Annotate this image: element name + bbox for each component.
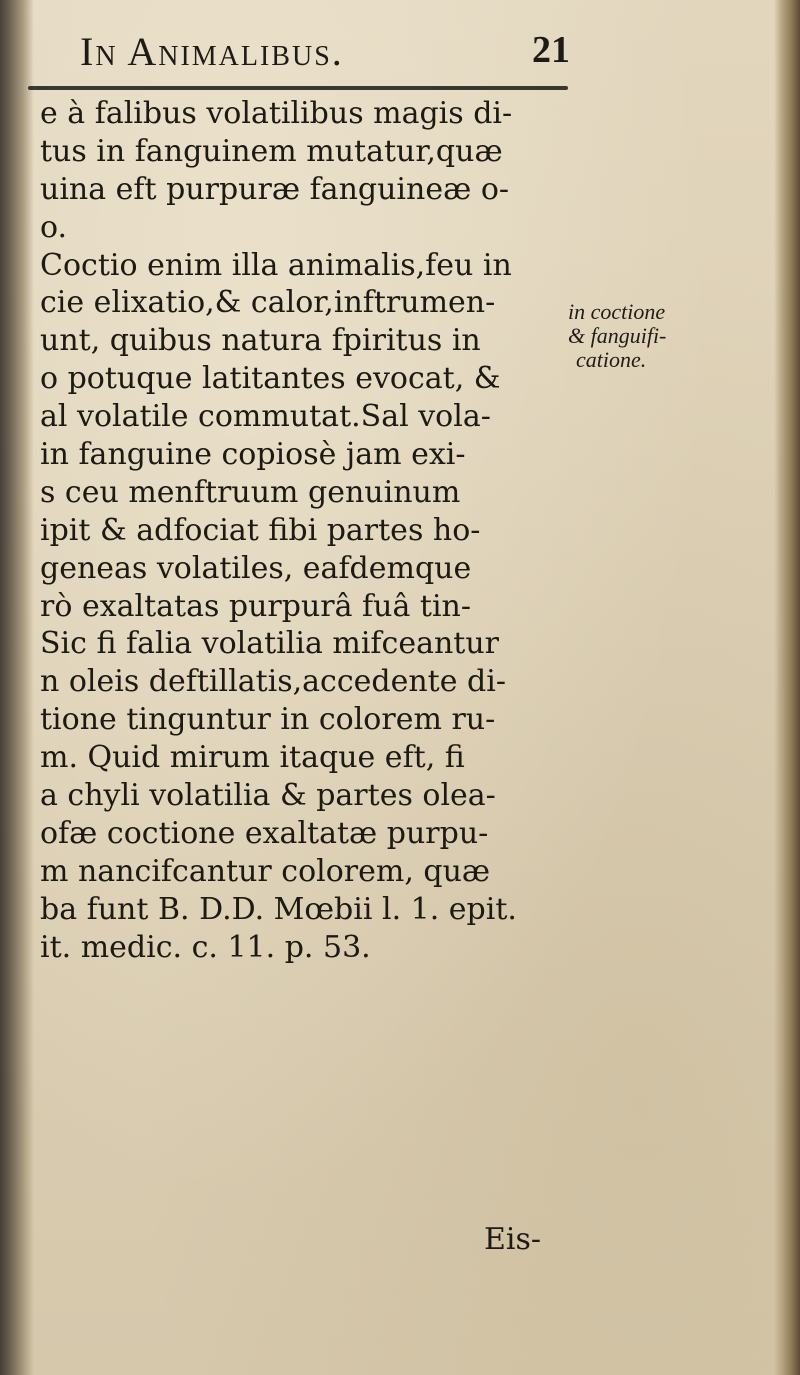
text-line: m. Quid mirum itaque eft, fi [40,740,465,776]
text-line: a chyli volatilia & partes olea- [40,778,496,814]
header-rule [28,86,568,90]
page-header [80,28,580,76]
catchword: Eis- [484,1222,542,1257]
marginal-note-line: & fanguifi- [568,323,667,348]
text-line: uina eft purpuræ fanguineæ o- [40,171,510,207]
text-line: rò exaltatas purpurâ fuâ tin- [40,588,472,624]
text-line: ipit & adfociat fibi partes ho- [40,512,481,548]
text-line: Sic fi falia volatilia mifceantur [40,626,500,662]
text-line: in fanguine copiosè jam exi- [40,437,466,473]
text-line: al volatile commutat.Sal vola- [40,399,491,435]
page-edge [774,0,800,1375]
text-line: it. medic. c. 11. p. 53. [40,929,371,965]
text-line: ba funt B. D.D. Mœbii l. 1. epit. [40,891,517,927]
text-line: s ceu menftruum genuinum [40,474,461,510]
text-line: o potuque latitantes evocat, & [40,361,501,397]
marginal-note-line: in coctione [568,299,666,324]
text-line: o. [40,209,68,245]
marginal-note-line: catione. [576,347,647,372]
marginal-note [568,300,758,372]
text-line: cie elixatio,& calor,inftrumen- [40,285,496,321]
gutter-shadow [0,0,34,1375]
text-line: n oleis deftillatis,accedente di- [40,664,506,700]
running-head: In Animalibus. [80,29,344,74]
text-line: m nancifcantur colorem, quæ [40,853,491,889]
text-line: e à falibus volatilibus magis di- [40,96,513,131]
text-line: Coctio enim illa animalis,feu in [40,247,512,283]
text-line: tione tinguntur in colorem ru- [40,702,496,738]
page-number: 21 [532,29,570,71]
text-line: tus in fanguinem mutatur,quæ [40,133,503,169]
text-line: ofæ coctione exaltatæ purpu- [40,815,489,851]
text-line: unt, quibus natura fpiritus in [40,323,481,359]
text-line: geneas volatiles, eafdemque [40,550,472,586]
body-text [40,95,580,966]
